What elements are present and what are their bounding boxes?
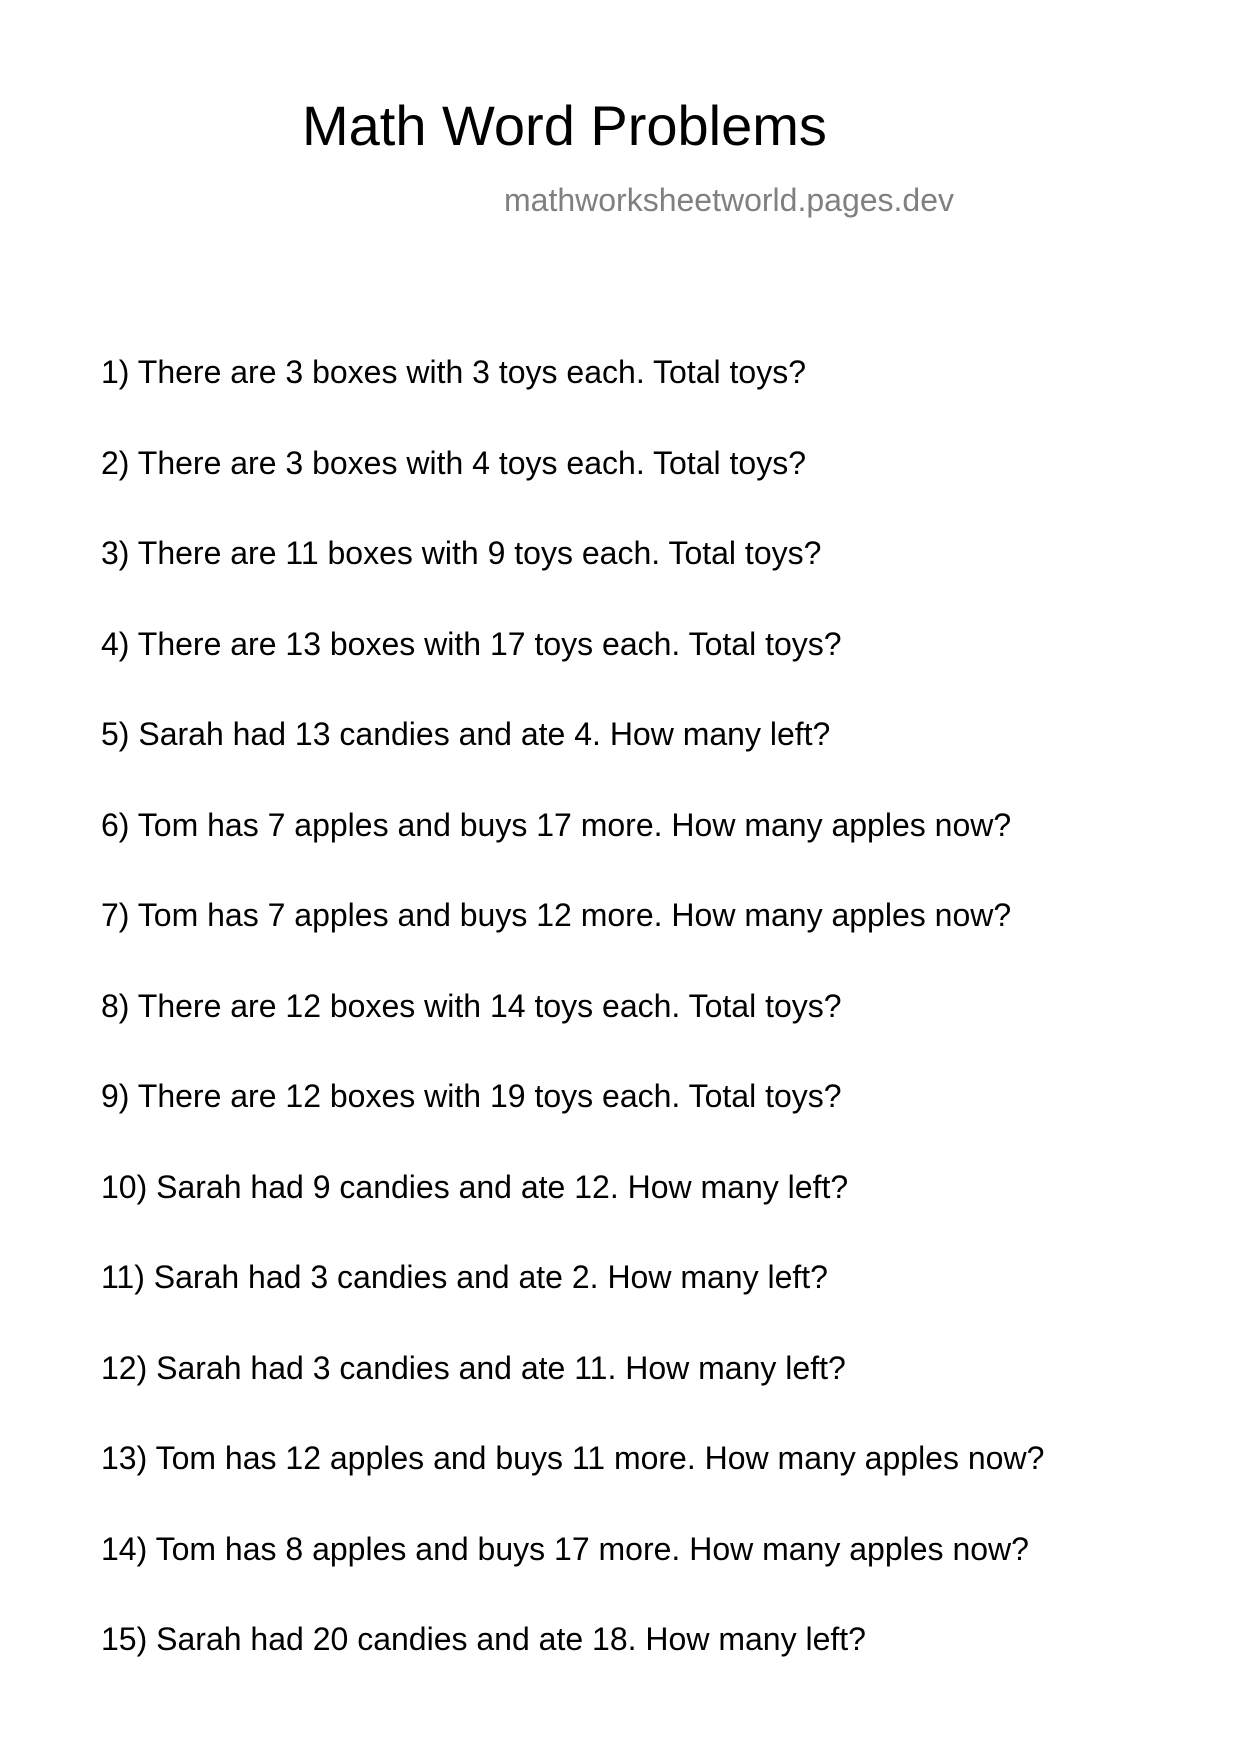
problem-item-15: 15) Sarah had 20 candies and ate 18. How many left? <box>101 1621 866 1657</box>
problem-item-10: 10) Sarah had 9 candies and ate 12. How many left? <box>101 1168 849 1205</box>
problem-item-12: 12) Sarah had 3 candies and ate 11. How many left? <box>101 1349 846 1386</box>
problem-item-9: 9) There are 12 boxes with 19 toys each. Total toys? <box>101 1078 842 1114</box>
problem-item-7: 7) Tom has 7 apples and buys 12 more. How many apples now? <box>101 897 1012 933</box>
problem-list <box>101 352 1044 1710</box>
problem-item-3: 3) There are 11 boxes with 9 toys each. Total toys? <box>101 535 822 571</box>
problem-item-4: 4) There are 13 boxes with 17 toys each. Total toys? <box>101 625 842 662</box>
problem-item-2: 2) There are 3 boxes with 4 toys each. Total toys? <box>101 444 806 481</box>
problem-item-11: 11) Sarah had 3 candies and ate 2. How many left? <box>101 1259 828 1295</box>
problem-item-13: 13) Tom has 12 apples and buys 11 more. How many apples now? <box>101 1440 1045 1476</box>
source-url: mathworksheetworld.pages.dev <box>504 182 955 218</box>
problem-item-5: 5) Sarah had 13 candies and ate 4. How many left? <box>101 716 831 752</box>
problem-item-8: 8) There are 12 boxes with 14 toys each. Total toys? <box>101 987 842 1024</box>
problem-item-1: 1) There are 3 boxes with 3 toys each. Total toys? <box>101 354 806 390</box>
problem-item-6: 6) Tom has 7 apples and buys 17 more. How many apples now? <box>101 806 1012 843</box>
problem-item-14: 14) Tom has 8 apples and buys 17 more. How many apples now? <box>101 1530 1029 1567</box>
page-title: Math Word Problems <box>302 94 827 157</box>
